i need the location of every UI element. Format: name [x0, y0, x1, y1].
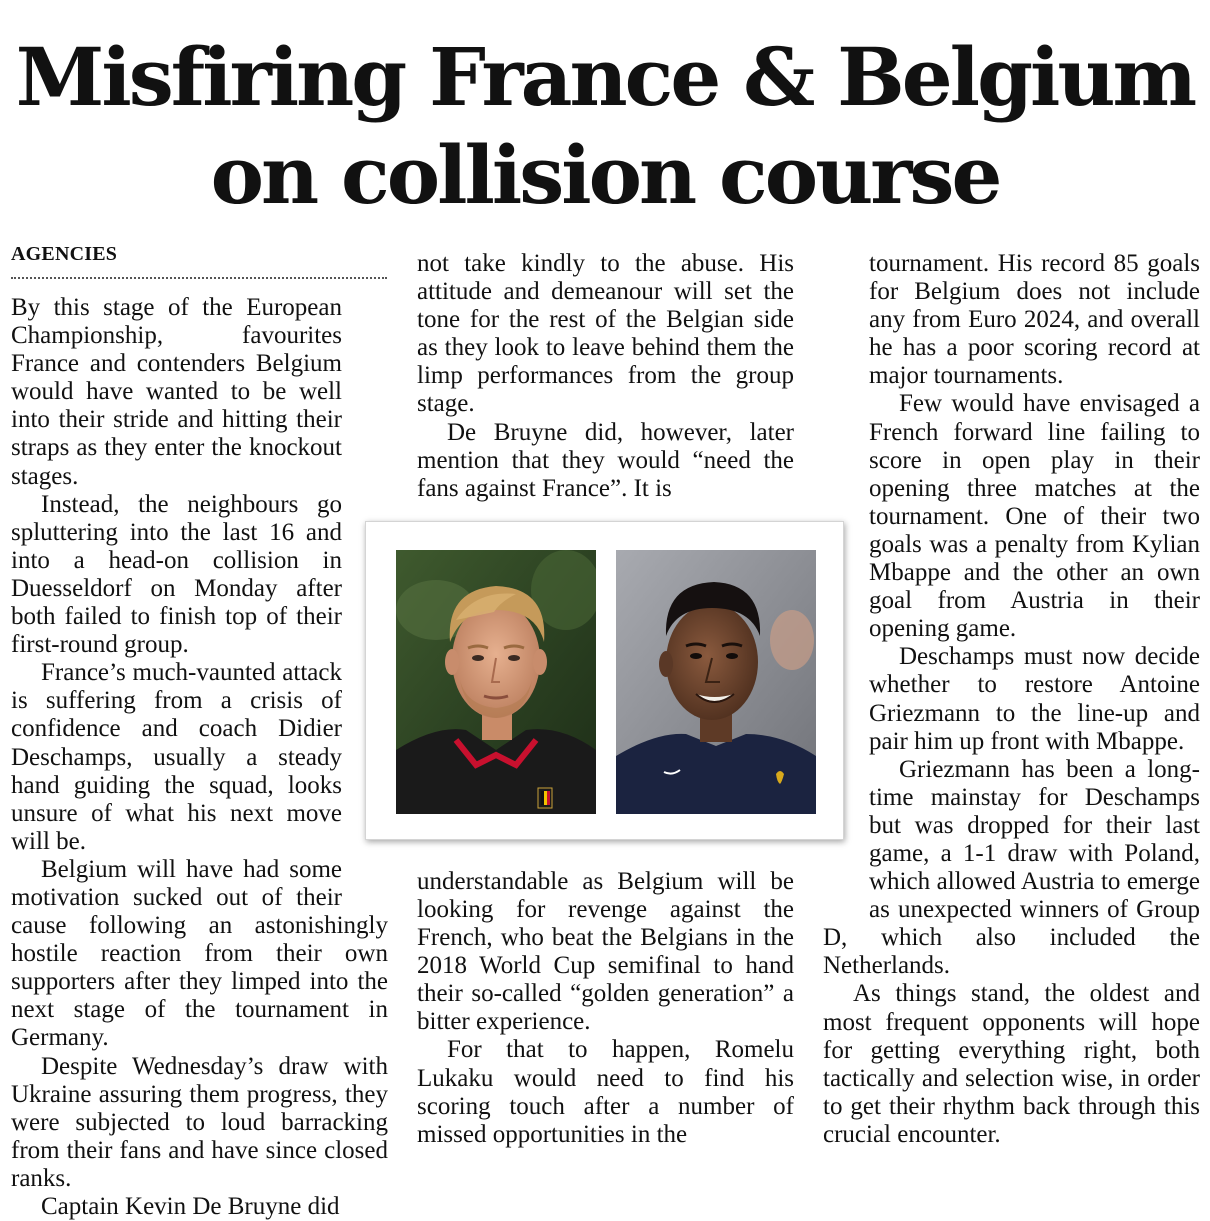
paragraph: Instead, the neighbours go spluttering into the last 16 and into a head-on collision in Duesseldorf on Monday after both failed to finish top of their first-round group.	[11, 490, 342, 659]
photo-de-bruyne	[396, 550, 596, 814]
byline-divider	[11, 277, 387, 279]
headline-line-1: Misfiring France & Belgium	[15, 30, 1195, 124]
paragraph: understandable as Belgium will be looking for revenge against the French, who beat the Belgians in the 2018 World Cup semifinal to hand their so-called “golden generation” a bitter experience.	[417, 867, 794, 1036]
paragraph: Despite Wednesday’s draw with Ukraine assuring them progress, they were subjected to loud barracking from their fans and have since closed ranks.	[11, 1052, 388, 1192]
paragraph: Few would have envisaged a French forward line failing to score in open play in their opening three matches at the tournament. One of their two goals was a penalty from Kylian Mbappe and the other an own goal from Austria in their opening game.	[869, 390, 1200, 643]
paragraph: tournament. His record 85 goals for Belgium does not include any from Euro 2024, and overall he has a poor scoring record at major tournaments.	[869, 250, 1200, 390]
paragraph: Deschamps must now decide whether to restore Antoine Griezmann to the line-up and pair him up front with Mbappe.	[869, 643, 1200, 755]
paragraph: For that to happen, Romelu Lukaku would need to find his scoring touch after a number of missed opportunities in the	[417, 1036, 794, 1148]
byline: AGENCIES	[11, 243, 118, 265]
headline	[0, 28, 1210, 224]
paragraph: De Bruyne did, however, later mention that they would “need the fans against France”. It is	[417, 418, 794, 502]
portrait-de-bruyne	[396, 550, 596, 814]
column-1	[11, 294, 388, 1221]
paragraph: not take kindly to the abuse. His attitude and demeanour will set the tone for the rest of the Belgian side as they look to leave behind them the limp performances from the group stage.	[417, 250, 794, 418]
paragraph: Captain Kevin De Bruyne did	[41, 1193, 340, 1220]
photo-frame	[365, 521, 844, 840]
paragraph: By this stage of the European Championship, favourites France and contenders Belgium would have wanted to be well into their stride and hitting their straps as they enter the knockout stages.	[11, 294, 342, 490]
headline-line-2: on collision course	[210, 128, 1000, 222]
paragraph: Griezmann has been a long-time mainstay for Deschamps but was dropped for their last game, a 1-1 draw with Poland, which allowed Austria to emerge as unexpected winners of Group D, which also included the Netherlands.	[823, 755, 1200, 980]
portrait-mbappe	[616, 550, 816, 814]
paragraph: Belgium will have had some motivation sucked out of their cause following an astonishingly hostile reaction from their own supporters after they limped into the next stage of the tournament in Germany.	[11, 855, 388, 1052]
paragraph: As things stand, the oldest and most frequent opponents will hope for getting everything right, both tactically and selection wise, in order to get their rhythm back through this crucial encounter.	[823, 980, 1200, 1148]
paragraph: France’s much-vaunted attack is suffering from a crisis of confidence and coach Didier Deschamps, usually a steady hand guiding the squad, looks unsure of what his next move will be.	[11, 659, 342, 855]
column-3	[823, 250, 1200, 1149]
photo-mbappe	[616, 550, 816, 814]
